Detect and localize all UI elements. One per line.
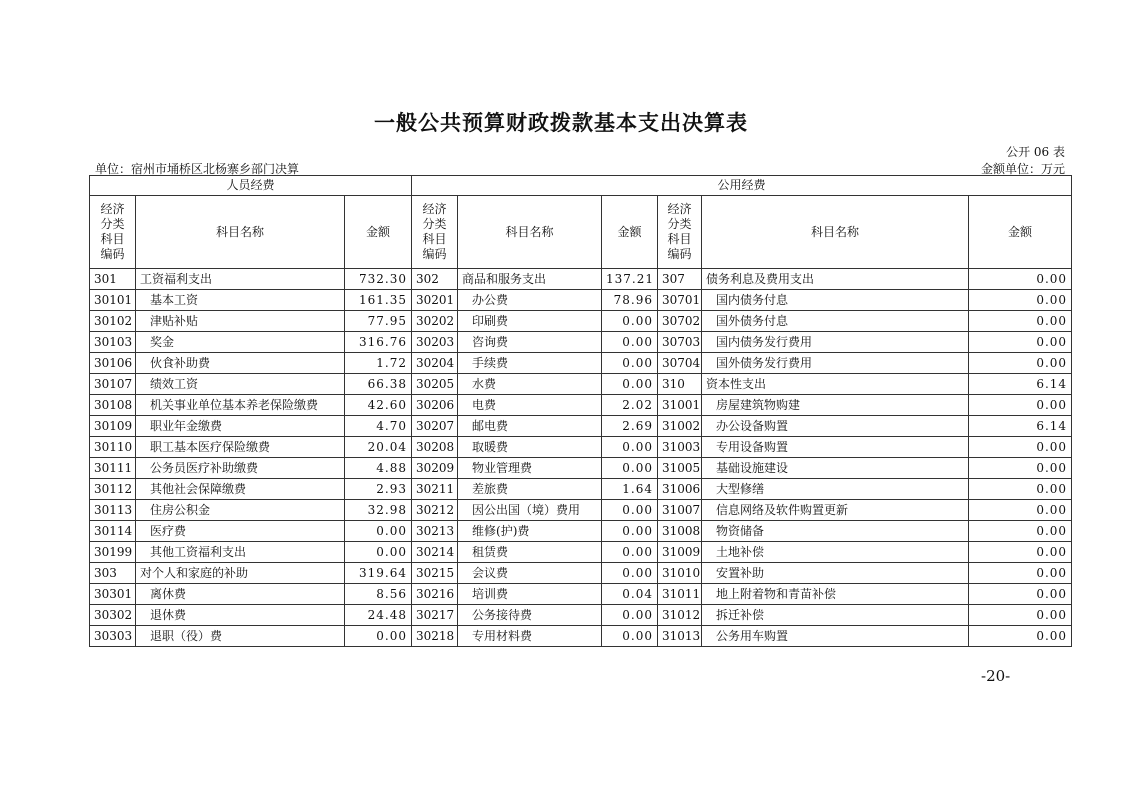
cell-amount: 4.70 xyxy=(345,416,412,437)
cell-name: 伙食补助费 xyxy=(136,353,345,374)
cell-amount: 1.64 xyxy=(602,479,658,500)
header-name: 科目名称 xyxy=(458,196,602,269)
cell-code: 30209 xyxy=(412,458,458,479)
cell-name: 土地补偿 xyxy=(702,542,969,563)
cell-name: 绩效工资 xyxy=(136,374,345,395)
cell-amount: 0.00 xyxy=(602,563,658,584)
cell-name: 国内债务付息 xyxy=(702,290,969,311)
cell-code: 30206 xyxy=(412,395,458,416)
cell-amount: 0.00 xyxy=(969,584,1072,605)
cell-code: 30201 xyxy=(412,290,458,311)
cell-code: 30703 xyxy=(658,332,702,353)
cell-amount: 316.76 xyxy=(345,332,412,353)
cell-name: 专用设备购置 xyxy=(702,437,969,458)
cell-code: 302 xyxy=(412,269,458,290)
cell-amount: 0.00 xyxy=(345,626,412,647)
cell-name: 咨询费 xyxy=(458,332,602,353)
cell-code: 30199 xyxy=(90,542,136,563)
cell-name: 商品和服务支出 xyxy=(458,269,602,290)
cell-name: 取暖费 xyxy=(458,437,602,458)
cell-amount: 0.00 xyxy=(969,542,1072,563)
cell-amount: 732.30 xyxy=(345,269,412,290)
cell-name: 信息网络及软件购置更新 xyxy=(702,500,969,521)
cell-code: 303 xyxy=(90,563,136,584)
table-row xyxy=(90,416,1072,437)
cell-amount: 77.95 xyxy=(345,311,412,332)
cell-amount: 0.00 xyxy=(969,605,1072,626)
cell-name: 基础设施建设 xyxy=(702,458,969,479)
cell-name: 医疗费 xyxy=(136,521,345,542)
cell-name: 债务利息及费用支出 xyxy=(702,269,969,290)
form-number: 公开 06 表 xyxy=(1006,145,1065,159)
cell-amount: 137.21 xyxy=(602,269,658,290)
cell-name: 办公设备购置 xyxy=(702,416,969,437)
cell-amount: 0.00 xyxy=(602,374,658,395)
cell-amount: 0.00 xyxy=(602,626,658,647)
cell-code: 30302 xyxy=(90,605,136,626)
table-row xyxy=(90,353,1072,374)
cell-code: 31013 xyxy=(658,626,702,647)
cell-amount: 0.00 xyxy=(602,353,658,374)
cell-name: 大型修缮 xyxy=(702,479,969,500)
cell-name: 工资福利支出 xyxy=(136,269,345,290)
cell-amount: 8.56 xyxy=(345,584,412,605)
cell-code: 301 xyxy=(90,269,136,290)
cell-amount: 0.00 xyxy=(969,626,1072,647)
cell-name: 国外债务发行费用 xyxy=(702,353,969,374)
header-code: 经济 分类 科目 编码 xyxy=(90,196,136,269)
cell-amount: 0.00 xyxy=(602,311,658,332)
cell-amount: 32.98 xyxy=(345,500,412,521)
header-name: 科目名称 xyxy=(702,196,969,269)
table-row xyxy=(90,563,1072,584)
cell-name: 对个人和家庭的补助 xyxy=(136,563,345,584)
table-row xyxy=(90,479,1072,500)
cell-name: 其他社会保障缴费 xyxy=(136,479,345,500)
cell-name: 安置补助 xyxy=(702,563,969,584)
group-header-personnel: 人员经费 xyxy=(90,176,412,196)
cell-name: 职业年金缴费 xyxy=(136,416,345,437)
table-row xyxy=(90,269,1072,290)
cell-name: 物业管理费 xyxy=(458,458,602,479)
cell-code: 31006 xyxy=(658,479,702,500)
cell-name: 津贴补贴 xyxy=(136,311,345,332)
cell-amount: 0.00 xyxy=(969,332,1072,353)
expenditure-table xyxy=(89,175,1072,647)
cell-name: 邮电费 xyxy=(458,416,602,437)
page-title: 一般公共预算财政拨款基本支出决算表 xyxy=(374,110,748,135)
money-unit-label: 金额单位：万元 xyxy=(980,162,1065,176)
cell-amount: 0.00 xyxy=(602,542,658,563)
cell-code: 30701 xyxy=(658,290,702,311)
table-row xyxy=(90,395,1072,416)
cell-name: 培训费 xyxy=(458,584,602,605)
cell-code: 30303 xyxy=(90,626,136,647)
cell-name: 其他工资福利支出 xyxy=(136,542,345,563)
cell-amount: 0.00 xyxy=(969,458,1072,479)
cell-amount: 6.14 xyxy=(969,416,1072,437)
cell-name: 公务用车购置 xyxy=(702,626,969,647)
cell-code: 31001 xyxy=(658,395,702,416)
header-code: 经济 分类 科目 编码 xyxy=(658,196,702,269)
cell-name: 离休费 xyxy=(136,584,345,605)
cell-amount: 0.00 xyxy=(602,521,658,542)
table-row xyxy=(90,290,1072,311)
cell-code: 30103 xyxy=(90,332,136,353)
header-amount: 金额 xyxy=(345,196,412,269)
cell-code: 30107 xyxy=(90,374,136,395)
cell-code: 30204 xyxy=(412,353,458,374)
table-row xyxy=(90,605,1072,626)
table-row xyxy=(90,332,1072,353)
group-header-public: 公用经费 xyxy=(412,176,1072,196)
table-row xyxy=(90,626,1072,647)
cell-code: 30114 xyxy=(90,521,136,542)
cell-amount: 42.60 xyxy=(345,395,412,416)
cell-code: 31005 xyxy=(658,458,702,479)
cell-code: 31003 xyxy=(658,437,702,458)
table-row xyxy=(90,584,1072,605)
cell-code: 30213 xyxy=(412,521,458,542)
cell-amount: 2.69 xyxy=(602,416,658,437)
cell-name: 租赁费 xyxy=(458,542,602,563)
cell-code: 30101 xyxy=(90,290,136,311)
cell-amount: 1.72 xyxy=(345,353,412,374)
cell-amount: 0.00 xyxy=(602,437,658,458)
cell-amount: 20.04 xyxy=(345,437,412,458)
cell-amount: 0.04 xyxy=(602,584,658,605)
cell-code: 307 xyxy=(658,269,702,290)
cell-name: 手续费 xyxy=(458,353,602,374)
cell-amount: 0.00 xyxy=(969,311,1072,332)
cell-amount: 0.00 xyxy=(969,395,1072,416)
cell-amount: 0.00 xyxy=(969,437,1072,458)
unit-label: 单位：宿州市埇桥区北杨寨乡部门决算 xyxy=(95,162,300,176)
table-row xyxy=(90,311,1072,332)
table-row xyxy=(90,542,1072,563)
cell-amount: 0.00 xyxy=(602,458,658,479)
cell-code: 30301 xyxy=(90,584,136,605)
cell-name: 奖金 xyxy=(136,332,345,353)
cell-name: 办公费 xyxy=(458,290,602,311)
header-code: 经济 分类 科目 编码 xyxy=(412,196,458,269)
cell-amount: 0.00 xyxy=(969,563,1072,584)
cell-code: 30202 xyxy=(412,311,458,332)
cell-code: 30207 xyxy=(412,416,458,437)
cell-code: 30108 xyxy=(90,395,136,416)
table-row xyxy=(90,374,1072,395)
cell-code: 30111 xyxy=(90,458,136,479)
cell-amount: 161.35 xyxy=(345,290,412,311)
cell-amount: 2.02 xyxy=(602,395,658,416)
cell-amount: 0.00 xyxy=(969,269,1072,290)
table-row xyxy=(90,500,1072,521)
cell-name: 公务接待费 xyxy=(458,605,602,626)
cell-code: 30214 xyxy=(412,542,458,563)
cell-code: 30215 xyxy=(412,563,458,584)
cell-code: 30208 xyxy=(412,437,458,458)
cell-name: 物资储备 xyxy=(702,521,969,542)
cell-code: 30702 xyxy=(658,311,702,332)
cell-name: 维修(护)费 xyxy=(458,521,602,542)
cell-code: 31008 xyxy=(658,521,702,542)
header-amount: 金额 xyxy=(969,196,1072,269)
cell-name: 职工基本医疗保险缴费 xyxy=(136,437,345,458)
cell-name: 会议费 xyxy=(458,563,602,584)
cell-code: 30109 xyxy=(90,416,136,437)
cell-code: 31009 xyxy=(658,542,702,563)
page-number: -20- xyxy=(981,667,1011,685)
cell-name: 印刷费 xyxy=(458,311,602,332)
cell-code: 31007 xyxy=(658,500,702,521)
cell-amount: 319.64 xyxy=(345,563,412,584)
cell-code: 31012 xyxy=(658,605,702,626)
cell-name: 因公出国（境）费用 xyxy=(458,500,602,521)
cell-name: 机关事业单位基本养老保险缴费 xyxy=(136,395,345,416)
cell-amount: 0.00 xyxy=(602,332,658,353)
cell-amount: 0.00 xyxy=(969,479,1072,500)
cell-name: 拆迁补偿 xyxy=(702,605,969,626)
cell-name: 电费 xyxy=(458,395,602,416)
cell-code: 30217 xyxy=(412,605,458,626)
cell-amount: 0.00 xyxy=(345,521,412,542)
cell-amount: 0.00 xyxy=(602,500,658,521)
cell-code: 30205 xyxy=(412,374,458,395)
cell-amount: 0.00 xyxy=(969,521,1072,542)
cell-code: 31010 xyxy=(658,563,702,584)
cell-name: 国内债务发行费用 xyxy=(702,332,969,353)
cell-name: 公务员医疗补助缴费 xyxy=(136,458,345,479)
cell-amount: 0.00 xyxy=(345,542,412,563)
cell-name: 水费 xyxy=(458,374,602,395)
cell-amount: 0.00 xyxy=(969,500,1072,521)
cell-name: 房屋建筑物购建 xyxy=(702,395,969,416)
cell-name: 地上附着物和青苗补偿 xyxy=(702,584,969,605)
header-name: 科目名称 xyxy=(136,196,345,269)
cell-amount: 4.88 xyxy=(345,458,412,479)
cell-code: 30112 xyxy=(90,479,136,500)
cell-name: 基本工资 xyxy=(136,290,345,311)
cell-code: 30211 xyxy=(412,479,458,500)
cell-amount: 0.00 xyxy=(969,353,1072,374)
cell-amount: 24.48 xyxy=(345,605,412,626)
cell-code: 30218 xyxy=(412,626,458,647)
cell-code: 30216 xyxy=(412,584,458,605)
cell-code: 30102 xyxy=(90,311,136,332)
cell-code: 310 xyxy=(658,374,702,395)
cell-code: 30704 xyxy=(658,353,702,374)
cell-code: 30113 xyxy=(90,500,136,521)
cell-amount: 0.00 xyxy=(602,605,658,626)
cell-amount: 6.14 xyxy=(969,374,1072,395)
cell-name: 差旅费 xyxy=(458,479,602,500)
table-row xyxy=(90,458,1072,479)
cell-amount: 0.00 xyxy=(969,290,1072,311)
cell-code: 30203 xyxy=(412,332,458,353)
cell-name: 退休费 xyxy=(136,605,345,626)
cell-code: 30212 xyxy=(412,500,458,521)
cell-name: 住房公积金 xyxy=(136,500,345,521)
cell-amount: 2.93 xyxy=(345,479,412,500)
table-row xyxy=(90,437,1072,458)
cell-amount: 66.38 xyxy=(345,374,412,395)
header-amount: 金额 xyxy=(602,196,658,269)
cell-code: 30106 xyxy=(90,353,136,374)
cell-code: 30110 xyxy=(90,437,136,458)
cell-code: 31011 xyxy=(658,584,702,605)
cell-name: 退职（役）费 xyxy=(136,626,345,647)
cell-name: 专用材料费 xyxy=(458,626,602,647)
cell-name: 国外债务付息 xyxy=(702,311,969,332)
cell-code: 31002 xyxy=(658,416,702,437)
table-row xyxy=(90,521,1072,542)
cell-name: 资本性支出 xyxy=(702,374,969,395)
cell-amount: 78.96 xyxy=(602,290,658,311)
